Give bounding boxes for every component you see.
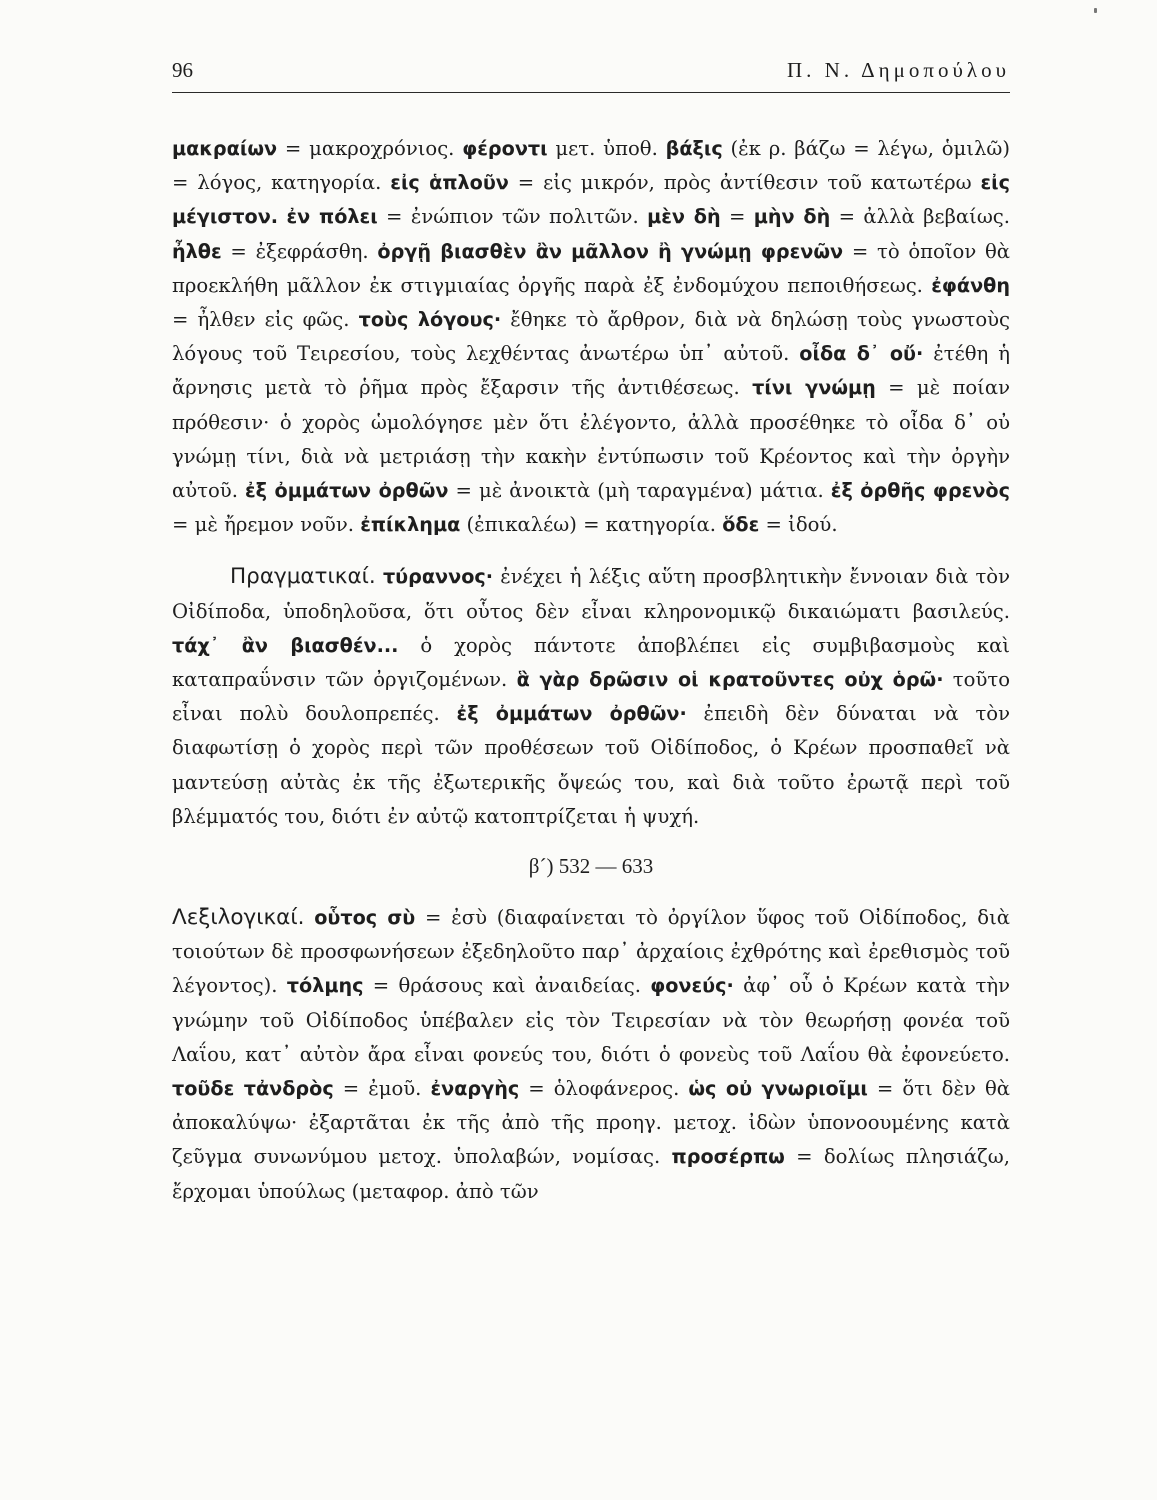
lemma: ἃ γὰρ δρῶσιν οἱ κρατοῦντες οὐχ ὁρῶ· xyxy=(516,668,944,692)
vocabulary-notes-paragraph xyxy=(172,132,1010,542)
gloss: = ἐμοῦ. xyxy=(333,1077,431,1101)
gloss: = ἀλλὰ βεβαίως. xyxy=(830,205,1010,229)
lemma: μὴν δὴ xyxy=(753,205,831,229)
lemma: ἐπίκλημα xyxy=(360,513,461,537)
gloss: = ἐξεφράσθη. xyxy=(221,239,378,263)
scan-speck xyxy=(1094,8,1097,13)
gloss: ἔθηκε τὸ ἄρθρον, διὰ νὰ δηλώσῃ τοὺς γνωστοὺς λόγους τοῦ Τειρεσίου, τοὺς λεχθέντας ἀνωτέρω ὑπ᾿ αὐτοῦ. xyxy=(172,308,1011,366)
lemma: τόλμης xyxy=(286,974,364,998)
lemma: βάξις xyxy=(665,137,723,160)
lemma: φονεύς· xyxy=(650,974,734,998)
gloss: = ἰδού. xyxy=(759,513,838,537)
lemma: τίνι γνώμῃ xyxy=(752,376,876,400)
lemma: ὡς οὐ γνωριοῖμι xyxy=(688,1077,868,1101)
lemma: τοῦδε τἀνδρὸς xyxy=(172,1077,334,1101)
gloss: = τὸ ὁποῖον θὰ προεκλήθη μᾶλλον ἐκ στιγμιαίας ὀργῆς παρὰ ἐξ ἐνδομύχου πεποιθήσεως. xyxy=(172,239,1010,297)
lemma: ὅδε xyxy=(722,513,760,537)
gloss: (ἐκ ρ. βάζω = λέγω, ὁμιλῶ) = λόγος, κατηγορία. xyxy=(172,137,1010,195)
lemma: ἦλθε xyxy=(172,239,222,263)
gloss: = μὲ ἤρεμον νοῦν. xyxy=(172,513,361,537)
lemma: τύραννος· xyxy=(382,565,494,589)
lemma: φέροντι xyxy=(462,137,548,160)
lemma: οἶδα δ᾿ οὔ· xyxy=(799,342,924,366)
lemma: ἐξ ὀμμάτων ὀρθῶν· xyxy=(456,702,687,726)
gloss: = εἰς μικρόν, πρὸς ἀντίθεσιν τοῦ κατωτέρω xyxy=(508,171,981,195)
gloss: ἐνέχει ἡ λέξις αὕτη προσβλητικὴν ἔννοιαν διὰ τὸν Οἰδίποδα, ὑποδηλοῦσα, ὅτι οὗτος δὲν εἶναι κληρονομικῷ δικαιώματι βασιλεύς. xyxy=(172,565,1011,623)
gloss: = ἦλθεν εἰς φῶς. xyxy=(172,308,359,332)
gloss: τοῦτο εἶναι πολὺ δουλοπρεπές. xyxy=(172,668,1010,726)
gloss: = μακροχρόνιος. xyxy=(277,137,463,160)
lemma: τάχ᾿ ἂν βιασθέν... xyxy=(172,633,399,657)
lemma: εἰς ἁπλοῦν xyxy=(390,171,509,195)
gloss: = ὁλοφάνερος. xyxy=(519,1077,689,1101)
gloss: ἀφ᾿ οὗ ὁ Κρέων κατὰ τὴν γνώμην τοῦ Οἰδίποδος ὑπέβαλεν εἰς τὸν Τειρεσίαν νὰ τὸν θεωρήσῃ φονέα τοῦ Λαΐου, κατ᾿ αὐτὸν ἄρα εἶναι φονεύς του, διότι ὁ φονεὺς τοῦ Λαΐου θὰ ἐφονεύετο. xyxy=(172,974,1010,1066)
gloss: ἐτέθη ἡ ἄρνησις μετὰ τὸ ῥῆμα πρὸς ἔξαρσιν τῆς ἀντιθέσεως. xyxy=(172,342,1010,400)
lemma: τοὺς λόγους· xyxy=(358,308,502,332)
lemma: εἰς μέγιστον. xyxy=(172,171,1010,229)
lemma: ἐξ ὀμμάτων ὀρθῶν xyxy=(244,479,449,503)
gloss: = ἐνώπιον τῶν πολιτῶν. xyxy=(377,205,648,229)
gloss: = μὲ ἀνοικτὰ (μὴ ταραγμένα) μάτια. xyxy=(448,479,831,503)
gloss: (ἐπικαλέω) = κατηγορία. xyxy=(460,513,723,537)
running-head: Π. Ν. Δημοπούλου xyxy=(787,58,1010,82)
gloss: = δολίως πλησιάζω, ἔρχομαι ὑπούλως (μεταφορ. ἀπὸ τῶν xyxy=(172,1145,1010,1203)
page-body xyxy=(172,132,1010,1209)
gloss xyxy=(304,906,314,929)
lemma: ἐναργὴς xyxy=(430,1077,520,1101)
lemma: ὀργῇ βιασθὲν ἂν μᾶλλον ἢ γνώμῃ φρενῶν xyxy=(377,239,844,263)
gloss: = μὲ ποίαν πρόθεσιν· ὁ χορὸς ὡμολόγησε μὲν ὅτι ἐλέγοντο, ἀλλὰ προσέθηκε τὸ οἶδα δ᾿ οὐ γνώμῃ τίνι, διὰ νὰ μετριάσῃ τὴν κακὴν ἐντύπωσιν τοῦ Κρέοντος καὶ τὴν ὀργὴν αὐτοῦ. xyxy=(172,376,1010,503)
gloss: μετ. ὑποθ. xyxy=(547,137,666,160)
gloss: ἐπειδὴ δὲν δύναται νὰ τὸν διαφωτίσῃ ὁ χορὸς περὶ τῶν προθέσεων τοῦ Οἰδίποδος, ὁ Κρέων προσπαθεῖ νὰ μαντεύσῃ αὐτὰς ἐκ τῆς ἐξωτερικῆς ὄψεώς του, καὶ διὰ τοῦτο ἐρωτᾷ περὶ τοῦ βλέμματός του, διότι ἐν αὐτῷ κατοπτρίζεται ἡ ψυχή. xyxy=(172,702,1010,828)
lemma: μὲν δὴ xyxy=(647,205,721,229)
gloss: = ἐσὺ (διαφαίνεται τὸ ὀργίλον ὕφος τοῦ Οἰδίποδος, διὰ τοιούτων δὲ προσφωνήσεων ἐξεδηλοῦτο παρ᾿ ἀρχαίοις ἐχθρότης καὶ ἐρεθισμὸς τοῦ λέγοντος). xyxy=(172,906,1010,998)
lemma: ἐν πόλει xyxy=(286,205,378,229)
factual-notes-paragraph xyxy=(172,560,1010,834)
section-heading-factual: Πραγματικαί. xyxy=(230,564,376,590)
gloss: = θράσους καὶ ἀναιδείας. xyxy=(363,974,651,998)
vocabulary-notes-paragraph-2 xyxy=(172,901,1010,1209)
gloss xyxy=(376,565,383,588)
page-number: 96 xyxy=(172,58,193,82)
lemma: ἐφάνθη xyxy=(931,273,1010,297)
lemma: προσέρπω xyxy=(671,1145,785,1169)
lemma: μακραίων xyxy=(172,137,278,160)
section-title: β´) 532 — 633 xyxy=(528,854,654,879)
gloss: ὁ χορὸς πάντοτε ἀποβλέπει εἰς συμβιβασμοὺς καὶ καταπραΰνσιν τῶν ὀργιζομένων. xyxy=(172,633,1010,692)
gloss: = ὅτι δὲν θὰ ἀποκαλύψω· ἐξαρτᾶται ἐκ τῆς ἀπὸ τῆς προηγ. μετοχ. ἰδὼν ὑπονοουμένης κατὰ ζεῦγμα συνωνύμου μετοχ. ὑπολαβών, νομίσας. xyxy=(172,1077,1010,1169)
section-heading-vocabulary: Λεξιλογικαί. xyxy=(172,905,305,931)
gloss: = xyxy=(720,205,754,229)
page-header xyxy=(172,58,1010,93)
lemma: ἐξ ὀρθῆς φρενὸς xyxy=(830,479,1010,503)
lemma: οὗτος σὺ xyxy=(314,906,416,930)
